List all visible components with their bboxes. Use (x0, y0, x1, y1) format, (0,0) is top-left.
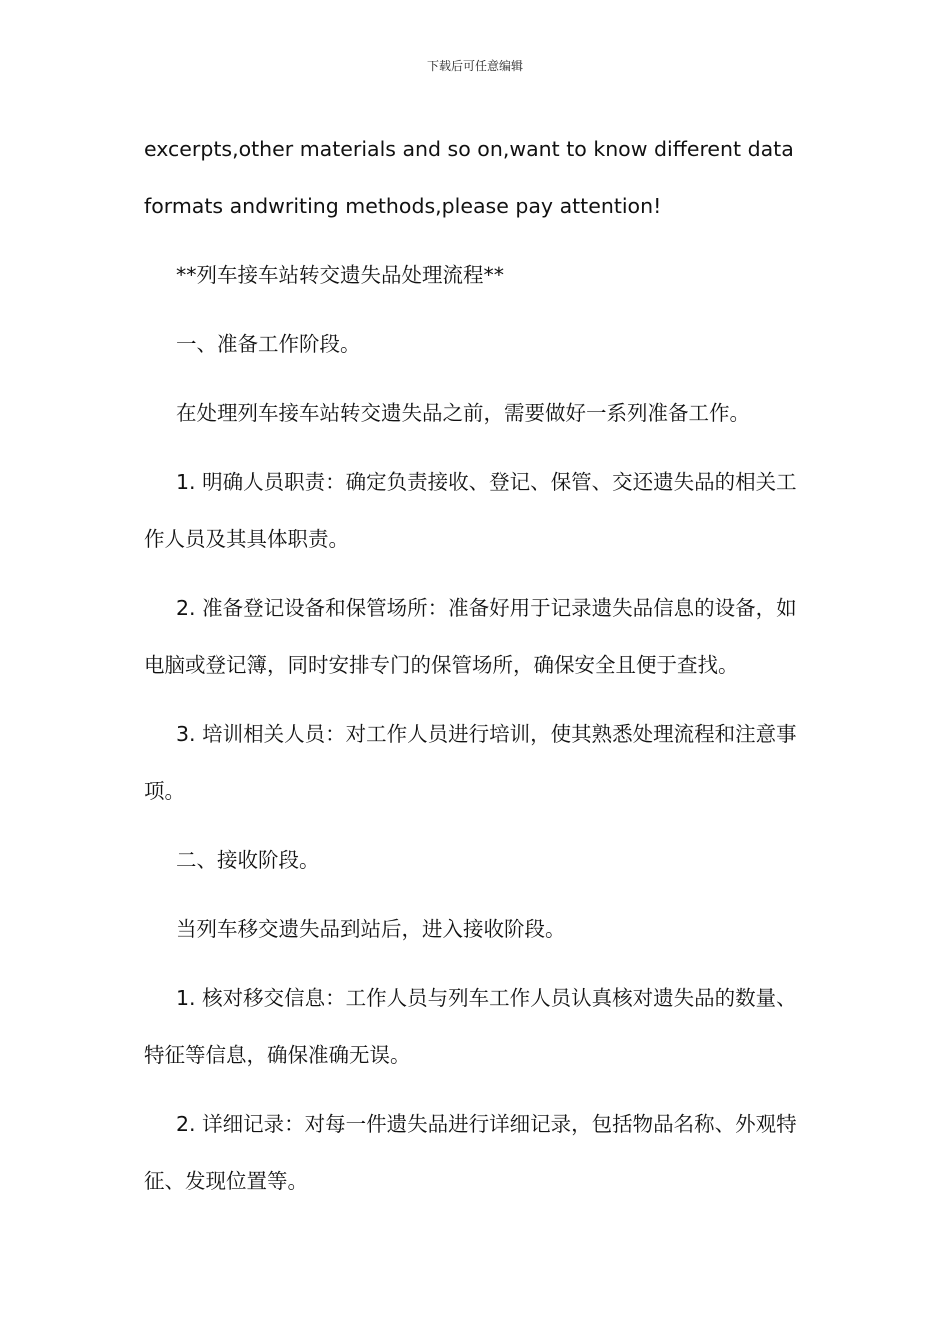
list-item-continuation: 项。 (144, 779, 185, 803)
section-intro: 当列车移交遗失品到站后，进入接收阶段。 (176, 917, 566, 941)
list-item: 3. 培训相关人员：对工作人员进行培训，使其熟悉处理流程和注意事 (176, 722, 797, 746)
document-body (144, 121, 806, 1210)
section-intro: 在处理列车接车站转交遗失品之前，需要做好一系列准备工作。 (176, 401, 750, 425)
page-header: 下载后可任意编辑 (426, 59, 523, 73)
intro-line: excerpts,other materials and so on,want to know different data (144, 137, 794, 161)
intro-line: formats andwriting methods,please pay attention! (144, 194, 662, 218)
list-item-continuation: 征、发现位置等。 (144, 1169, 308, 1193)
section-heading: 一、准备工作阶段。 (176, 332, 361, 356)
list-item: 2. 准备登记设备和保管场所：准备好用于记录遗失品信息的设备，如 (176, 596, 797, 620)
list-item: 1. 明确人员职责：确定负责接收、登记、保管、交还遗失品的相关工 (176, 470, 797, 494)
document-title: **列车接车站转交遗失品处理流程** (176, 263, 504, 287)
paragraph-gap (144, 694, 806, 706)
paragraph-gap (144, 442, 806, 454)
list-item-continuation: 作人员及其具体职责。 (144, 527, 349, 551)
paragraph-gap (144, 889, 806, 901)
paragraph-gap (144, 235, 806, 247)
paragraph-gap (144, 1084, 806, 1096)
section-heading: 二、接收阶段。 (176, 848, 320, 872)
paragraph-gap (144, 958, 806, 970)
list-item: 2. 详细记录：对每一件遗失品进行详细记录，包括物品名称、外观特 (176, 1112, 797, 1136)
list-item-continuation: 特征等信息，确保准确无误。 (144, 1043, 411, 1067)
list-item: 1. 核对移交信息：工作人员与列车工作人员认真核对遗失品的数量、 (176, 986, 797, 1010)
paragraph-gap (144, 568, 806, 580)
paragraph-gap (144, 820, 806, 832)
list-item-continuation: 电脑或登记簿，同时安排专门的保管场所，确保安全且便于查找。 (144, 653, 739, 677)
paragraph-gap (144, 373, 806, 385)
paragraph-gap (144, 304, 806, 316)
